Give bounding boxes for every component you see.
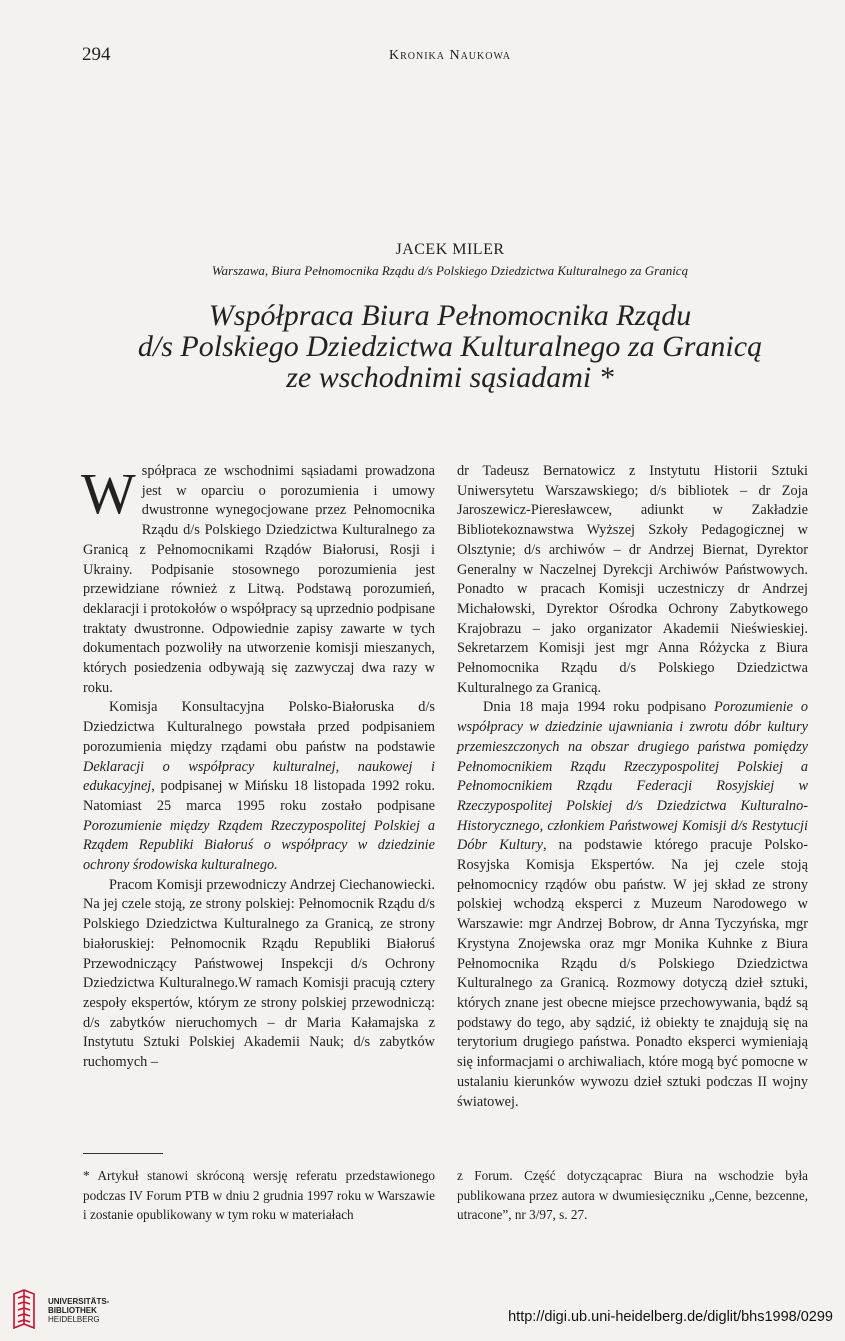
footnote-left: * Artykuł stanowi skróconą wersję referatu przedstawionego podczas IV Forum PTB w dniu 2 grudnia 1997 roku w Warszawie i zostanie opublikowany w tym roku w materiałach (83, 1168, 435, 1222)
page-number: 294 (82, 44, 111, 65)
italic-citation: Porozumienie między Rządem Rzeczypospolitej Polskiej a Rządem Republiki Białoruś o współpracy w dziedzinie ochrony środowiska kulturalnego. (83, 817, 435, 874)
body-column-right (457, 462, 808, 1112)
paragraph (83, 698, 435, 875)
title-line: Współpraca Biura Pełnomocnika Rządu (208, 299, 692, 332)
logo-line: BIBLIOTHEK (48, 1306, 97, 1315)
footnote-right: z Forum. Część dotyczącaprac Biura na wschodzie była publikowana przez autora w dwumiesięczniku „Cenne, bezcenne, utracone”, nr 3/97, s. 27. (457, 1168, 808, 1222)
body-column-left (83, 462, 435, 1073)
article-title (0, 300, 845, 393)
paragraph-text: spółpraca ze wschodnimi sąsiadami prowadzona jest w oparciu o porozumienia i umowy dwustronne wynegocjowane przez Pełnomocnika Rządu d/s Polskiego Dziedzictwa Kulturalnego za Granicą z Pełnomocnikami Rządów Białorusi, Rosji i Ukrainy. Podpisanie stosownego porozumienia jest przewidziane również z Litwą. Podstawą porozumień, deklaracji i protokołów o współpracy są uprzednio podpisane traktaty dwustronne. Odpowiednie zapisy zawarte w tych dokumentach pozwoliły na utworzenie komisji mieszanych, których posiedzenia odbywają się zazwyczaj dwa razy w roku. (83, 463, 435, 696)
paragraph-text: , na podstawie którego pracuje Polsko-Rosyjska Komisja Ekspertów. Na jej czele stoją pełnomocnicy rządów obu państw. W jej skład ze strony polskiej wchodzą eksperci z Muzeum Narodowego w Warszawie: mgr Andrzej Bobrow, dr Anna Tyczyńska, mgr Krystyna Znojewska oraz mgr Monika Kuhnke z Biura Pełnomocnika Rządu d/s Polskiego Dziedzictwa Kulturalnego za Granicą. Rozmowy dotyczą dzieł sztuki, których znane jest obecne miejsce przechowywania, bądź są podstawy do tego, aby sądzić, iż obiekty te znajdują się na terytorium drugiego państwa. Ponadto eksperci wymieniają się informacjami o archiwaliach, które mogą być pomocne w ustalaniu kierunków wywozu dzieł sztuki podczas II wojny światowej. (457, 837, 808, 1110)
author-affiliation: Warszawa, Biura Pełnomocnika Rządu d/s Polskiego Dziedzictwa Kulturalnego za Granicą (211, 263, 689, 278)
author-name: JACEK MILER (395, 241, 505, 258)
title-line: d/s Polskiego Dziedzictwa Kulturalnego za Granicą (137, 330, 763, 363)
paragraph (457, 462, 808, 698)
logo-line: HEIDELBERG (48, 1315, 100, 1324)
source-url[interactable]: http://digi.ub.uni-heidelberg.de/diglit/bhs1998/0299 (508, 1309, 833, 1325)
paragraph-text: Komisja Konsultacyjna Polsko-Białoruska d/s Dziedzictwa Kulturalnego powstała przed podpisaniem porozumienia między rządami obu państw na podstawie (83, 699, 435, 755)
paragraph-text: Dnia 18 maja 1994 roku podpisano (483, 699, 715, 716)
italic-citation: Porozumienie o współpracy w dziedzinie ujawniania i zwrotu dóbr kultury przemieszczonych na obszar drugiego państwa pomiędzy Pełnomocnikiem Rządu Rzeczypospolitej Polskiej a Pełnomocnikiem Rządu Federacji Rosyjskiej w Rzeczypospolitej Polskiej d/s Dziedzictwa Kulturalno-Historycznego, członkiem Państwowej Komisji d/s Restytucji Dóbr Kultury (457, 699, 809, 854)
paragraph (83, 462, 435, 698)
title-line: ze wschodnimi sąsiadami * (286, 361, 614, 394)
footnote-rule (83, 1153, 163, 1154)
running-head: Kronika Naukowa (388, 48, 512, 63)
paragraph-text: dr Tadeusz Bernatowicz z Instytutu Historii Sztuki Uniwersytetu Warszawskiego; d/s bibliotek – dr Zoja Jaroszewicz-Pieresławcew, adiunkt w Zakładzie Bibliotekoznawstwa Wyższej Szkoły Pedagogicznej w Olsztynie; d/s archiwów – dr Andrzej Biernat, Dyrektor Generalny w Naczelnej Dyrekcji Archiwów Państwowych. Ponadto w pracach Komisji uczestniczy dr Andrzej Michałowski, Dyrektor Ośrodka Ochrony Zabytkowego Krajobrazu – jako organizator Akademii Nieświeskiej. Sekretarzem Komisji jest mgr Anna Różycka z Biura Pełnomocnika Rządu d/s Polskiego Dziedzictwa Kulturalnego za Granicą. (457, 463, 808, 696)
drop-cap: W (81, 461, 136, 526)
paragraph (83, 876, 435, 1073)
paragraph (457, 698, 808, 1112)
paragraph-text: , podpisanej w Mińsku 18 listopada 1992 roku. Natomiast 25 marca 1995 roku zostało podpisane (83, 778, 435, 814)
logo-line: UNIVERSITÄTS- (48, 1297, 110, 1306)
paragraph-text: Pracom Komisji przewodniczy Andrzej Ciechanowiecki. Na jej czele stoją, ze strony polskiej: Pełnomocnik Rządu d/s Polskiego Dziedzictwa Kulturalnego za Granicą, ze strony białoruskiej: Pełnomocnik Rządu Republiki Białoruś Przewodniczący Państwowej Inspekcji d/s Ochrony Dziedzictwa Kulturalnego.W ramach Komisji pracują cztery zespoły ekspertów, którym ze strony polskiej przewodniczą: d/s zabytków nieruchomych – dr Maria Kałamajska z Instytutu Sztuki Polskiej Akademii Nauk; d/s zabytków ruchomych – (83, 876, 435, 1071)
italic-citation: Deklaracji o współpracy kulturalnej, naukowej i edukacyjnej (83, 758, 435, 795)
library-logo-text (48, 1297, 109, 1324)
